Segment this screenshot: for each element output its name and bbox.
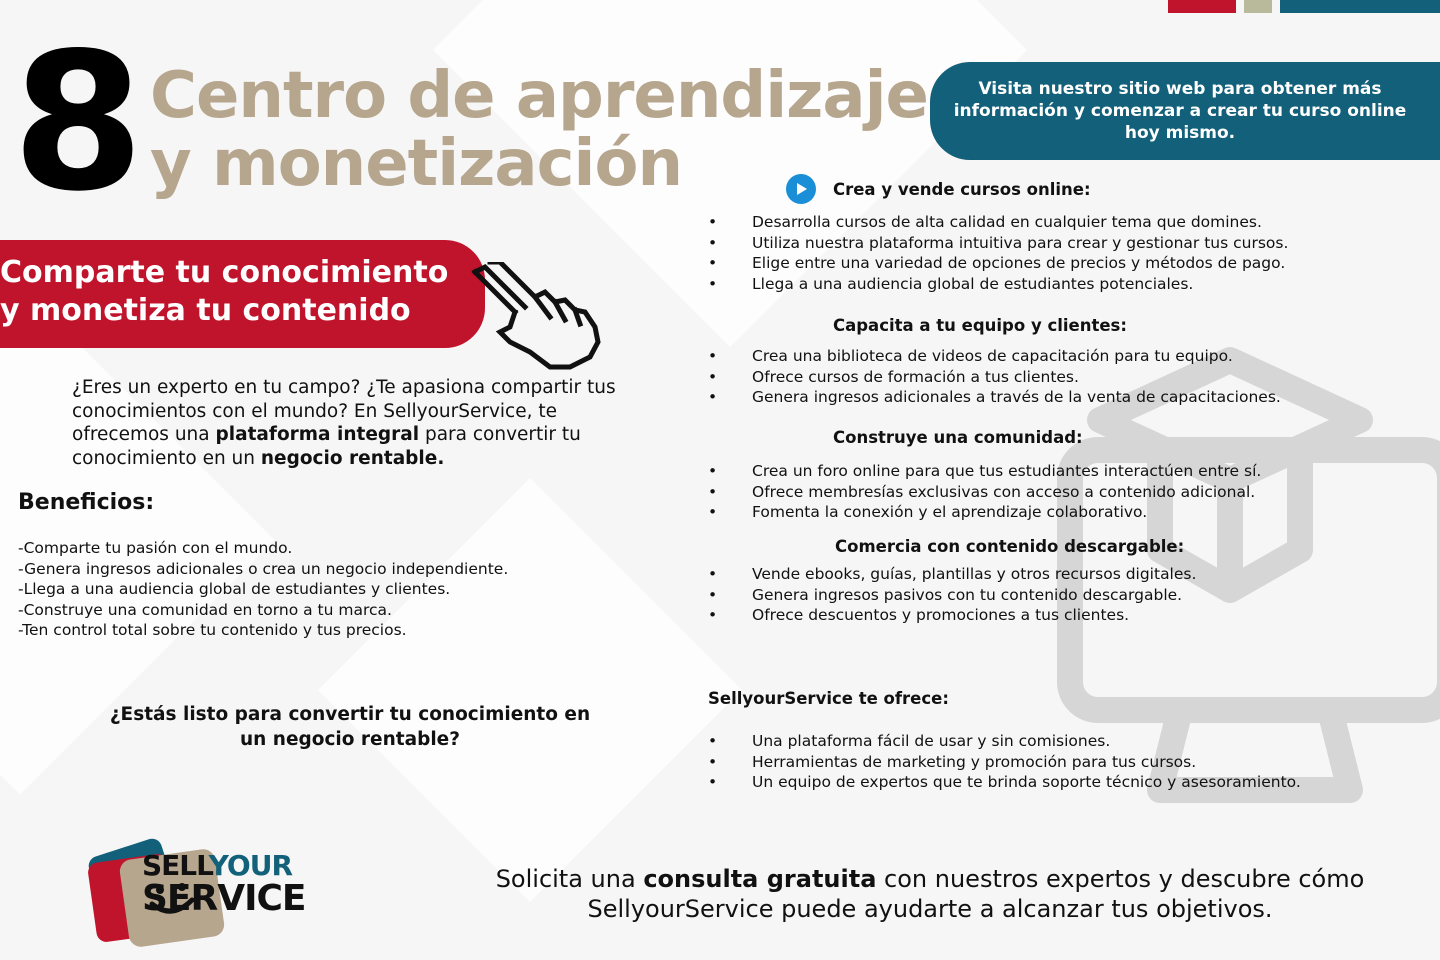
list-item	[708, 387, 1281, 408]
footer-text-1: Solicita una	[495, 865, 644, 893]
cta-line-2: información y comenzar a crear tu curso online	[953, 101, 1407, 121]
title-line-1: Centro de aprendizaje	[150, 59, 928, 133]
list-item	[708, 233, 1288, 254]
play-icon	[786, 174, 816, 204]
section-number: 8	[12, 12, 139, 233]
list-item-text: Herramientas de marketing y promoción para tus cursos.	[752, 752, 1197, 771]
list-item	[708, 605, 1196, 626]
footer-bold: consulta gratuita	[643, 865, 877, 893]
list-item	[708, 731, 1301, 752]
list-item-text: Ofrece membresías exclusivas con acceso a contenido adicional.	[752, 482, 1256, 501]
bullet-icon: •	[708, 606, 718, 624]
intro-text-2: para convertir tu conocimiento en un	[72, 424, 581, 469]
footer-line-2: SellyourService puede ayudarte a alcanzar tus objetivos.	[587, 895, 1273, 923]
list-item	[708, 564, 1196, 585]
community-list	[708, 461, 1261, 523]
training-list	[708, 346, 1281, 408]
bullet-icon: •	[708, 462, 718, 480]
footer-text	[470, 864, 1390, 924]
bullet-icon: •	[708, 503, 718, 521]
benefit-item: -Ten control total sobre tu contenido y tus precios.	[18, 621, 407, 639]
teal-bar	[1280, 0, 1440, 13]
logo-sell: SELL	[142, 849, 209, 882]
list-item	[708, 502, 1261, 523]
sage-bar	[1244, 0, 1272, 13]
intro-bold-2: negocio rentable.	[260, 447, 445, 469]
bullet-icon: •	[708, 274, 718, 293]
list-item-text: Desarrolla cursos de alta calidad en cualquier tema que domines.	[752, 213, 1262, 231]
bullet-icon: •	[708, 367, 718, 386]
list-item-text: Crea un foro online para que tus estudiantes interactúen entre sí.	[752, 462, 1262, 480]
section-title-offer: SellyourService te ofrece:	[708, 689, 949, 708]
list-item-text: Genera ingresos adicionales a través de la venta de capacitaciones.	[752, 388, 1281, 406]
bullet-icon: •	[708, 254, 718, 272]
section-title-training: Capacita a tu equipo y clientes:	[833, 316, 1127, 335]
closing-question	[90, 702, 610, 752]
title-line-2: y monetización	[150, 127, 682, 201]
pointer-hand-icon	[470, 262, 605, 372]
list-item-text: Fomenta la conexión y el aprendizaje colaborativo.	[752, 503, 1148, 521]
list-item	[708, 346, 1281, 367]
intro-bold-1: plataforma integral	[215, 424, 420, 445]
list-item	[708, 461, 1261, 482]
red-banner	[0, 240, 485, 348]
banner-line-2: y monetiza tu contenido	[0, 293, 411, 328]
bullet-icon: •	[708, 388, 718, 406]
list-item	[708, 212, 1288, 233]
benefits-list	[18, 538, 508, 641]
list-item-text: Genera ingresos pasivos con tu contenido descargable.	[752, 585, 1183, 604]
list-item-text: Vende ebooks, guías, plantillas y otros recursos digitales.	[752, 565, 1197, 583]
banner-line-1: Comparte tu conocimiento	[0, 255, 449, 290]
list-item-text: Crea una biblioteca de videos de capacitación para tu equipo.	[752, 347, 1233, 365]
intro-paragraph	[72, 376, 632, 470]
list-item	[708, 367, 1281, 388]
section-title-community: Construye una comunidad:	[833, 428, 1083, 447]
offer-list	[708, 731, 1301, 793]
bullet-icon: •	[708, 565, 718, 583]
courses-list	[708, 212, 1288, 294]
list-item-text: Utiliza nuestra plataforma intuitiva para crear y gestionar tus cursos.	[752, 233, 1289, 252]
cta-line-1: Visita nuestro sitio web para obtener más	[978, 79, 1382, 99]
bullet-icon: •	[708, 585, 718, 604]
bullet-icon: •	[708, 773, 718, 791]
logo-text-top	[142, 849, 293, 882]
list-item-text: Una plataforma fácil de usar y sin comisiones.	[752, 732, 1111, 750]
cta-line-3: hoy mismo.	[1124, 123, 1236, 143]
bullet-icon: •	[708, 482, 718, 501]
list-item	[708, 482, 1261, 503]
question-line-2: un negocio rentable?	[240, 729, 460, 750]
list-item-text: Ofrece descuentos y promociones a tus clientes.	[752, 606, 1130, 624]
list-item	[708, 752, 1301, 773]
section-title-downloads: Comercia con contenido descargable:	[835, 537, 1185, 556]
footer-line-1	[470, 864, 1390, 894]
footer-text-2: con nuestros expertos y descubre cómo	[876, 865, 1365, 893]
list-item-text: Un equipo de expertos que te brinda soporte técnico y asesoramiento.	[752, 773, 1301, 791]
top-color-bars	[1168, 0, 1440, 13]
benefit-item: -Genera ingresos adicionales o crea un negocio independiente.	[18, 559, 509, 578]
bullet-icon: •	[708, 732, 718, 750]
red-bar	[1168, 0, 1236, 13]
bullet-icon: •	[708, 233, 718, 252]
section-title-courses: Crea y vende cursos online:	[833, 180, 1091, 199]
logo-service: SERVICE	[142, 878, 306, 919]
list-item-text: Ofrece cursos de formación a tus clientes.	[752, 367, 1079, 386]
question-line-1: ¿Estás listo para convertir tu conocimiento en	[109, 704, 591, 725]
benefit-item: -Comparte tu pasión con el mundo.	[18, 539, 293, 557]
intro-text-1: ¿Eres un experto en tu campo? ¿Te apasiona compartir tus conocimientos con el mundo? En SellyourService, te ofrecemos una	[72, 377, 616, 445]
logo-your: YOUR	[208, 849, 293, 882]
cta-box	[930, 62, 1440, 160]
list-item-text: Llega a una audiencia global de estudiantes potenciales.	[752, 274, 1194, 293]
benefit-item: -Llega a una audiencia global de estudiantes y clientes.	[18, 580, 451, 598]
benefits-title: Beneficios:	[18, 490, 155, 515]
list-item	[708, 253, 1288, 274]
list-item	[708, 585, 1196, 606]
bullet-icon: •	[708, 752, 718, 771]
bullet-icon: •	[708, 213, 718, 231]
list-item	[708, 772, 1301, 793]
downloads-list	[708, 564, 1196, 626]
bullet-icon: •	[708, 347, 718, 365]
list-item	[708, 274, 1288, 295]
list-item-text: Elige entre una variedad de opciones de precios y métodos de pago.	[752, 254, 1286, 272]
benefit-item: -Construye una comunidad en torno a tu marca.	[18, 600, 392, 619]
